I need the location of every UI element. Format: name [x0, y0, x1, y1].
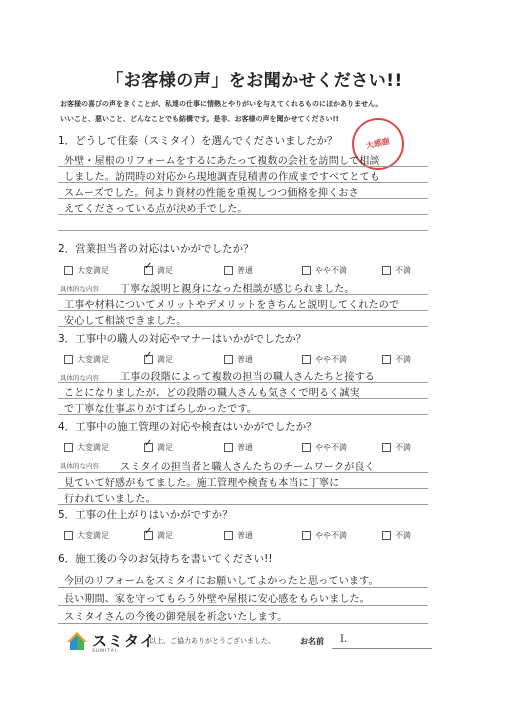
checkbox[interactable] — [302, 266, 311, 275]
name-value: I． — [340, 634, 354, 645]
answer-rule — [58, 623, 428, 624]
question-3-options — [64, 354, 434, 368]
question-2-answer-line-1: 丁寧な説明と親身になった相談が感じられました。 — [120, 284, 355, 295]
answer-rule — [58, 230, 428, 231]
detail-label: 具体的な内容 — [60, 285, 99, 293]
option-satisfied[interactable]: ✓ 満足 — [144, 354, 173, 365]
option-neutral[interactable]: 普通 — [224, 354, 253, 365]
sumitai-logo — [66, 630, 156, 651]
name-underline — [332, 648, 432, 649]
question-5-label: 5．工事の仕上がりはいかがですか？ — [58, 509, 233, 521]
answer-rule — [58, 382, 428, 383]
answer-rule — [58, 414, 428, 415]
page-title: 「お客様の声」をお聞かせください!! — [106, 71, 403, 91]
answer-rule — [58, 587, 428, 588]
checkbox[interactable] — [64, 266, 73, 275]
question-5-options — [64, 530, 434, 544]
answer-rule — [58, 310, 428, 311]
question-3-answer-line-2: ことになりましたが、どの段階の職人さんも気さくで明るく誠実 — [64, 388, 360, 399]
option-somewhat-dissatisfied[interactable]: やや不満 — [302, 354, 347, 365]
checkbox[interactable] — [224, 266, 233, 275]
intro-line-1: お客様の喜びの声をきくことが、私達の仕事に情熱とやりがいを与えてくれるものにほかありません。 — [60, 100, 383, 108]
question-6-answer-line-1: 今回のリフォームをスミタイにお願いしてよかったと思っています。 — [64, 576, 379, 587]
checkbox-checked[interactable] — [144, 531, 153, 540]
answer-rule — [58, 472, 428, 473]
checkbox[interactable] — [382, 266, 391, 275]
question-3-answer-line-3: で丁寧な仕事ぶりがすばらしかったです。 — [64, 404, 257, 415]
answer-rule — [58, 326, 428, 327]
detail-label: 具体的な内容 — [60, 462, 99, 470]
answer-rule — [58, 605, 428, 606]
question-1-answer-line-2: しました。訪問時の対応から現地調査見積書の作成まですべてとても — [64, 172, 380, 183]
question-2-options — [64, 265, 434, 279]
checkbox[interactable] — [302, 355, 311, 364]
checkbox[interactable] — [64, 531, 73, 540]
checkbox[interactable] — [64, 355, 73, 364]
question-6-answer-line-2: 長い期間、家を守ってもらう外壁や屋根に安心感をもらいました。 — [64, 594, 370, 605]
option-very-satisfied[interactable]: 大変満足 — [64, 442, 109, 453]
option-very-satisfied[interactable]: 大変満足 — [64, 354, 109, 365]
question-2-answer-line-2: 工事や材料についてメリットやデメリットをきちんと説明してくれたので — [64, 300, 400, 311]
question-4-options — [64, 442, 434, 456]
thanks-message: 以上、ご協力ありがとうございました。 — [149, 637, 275, 645]
question-4-label: 4．工事中の施工管理の対応や検査はいかがでしたか？ — [58, 421, 317, 433]
intro-line-2: いいこと、悪いこと、どんなことでも結構です。是非、お客様の声を聞かせてください!! — [60, 115, 339, 123]
checkbox[interactable] — [382, 355, 391, 364]
answer-rule — [58, 214, 428, 215]
question-1-label: 1．どうして住泰（スミタイ）を選んでくださいましたか？ — [58, 135, 338, 147]
option-very-satisfied[interactable]: 大変満足 — [64, 265, 109, 276]
question-2-answer-line-3: 安心して相談できました。 — [64, 316, 187, 327]
option-dissatisfied[interactable]: 不満 — [382, 530, 411, 541]
checkbox[interactable] — [224, 355, 233, 364]
option-neutral[interactable]: 普通 — [224, 442, 253, 453]
logo-subtext: SUMITAI — [92, 649, 118, 654]
option-somewhat-dissatisfied[interactable]: やや不満 — [302, 442, 347, 453]
checkbox-checked[interactable] — [144, 355, 153, 364]
logo-text: スミタイ — [92, 632, 156, 650]
option-neutral[interactable]: 普通 — [224, 530, 253, 541]
question-4-answer-line-1: スミタイの担当者と職人さんたちのチームワークが良く — [120, 462, 375, 473]
option-satisfied[interactable]: ✓ 満足 — [144, 442, 173, 453]
checkbox[interactable] — [302, 443, 311, 452]
option-very-satisfied[interactable]: 大変満足 — [64, 530, 109, 541]
answer-rule — [58, 166, 428, 167]
answer-rule — [58, 198, 428, 199]
answer-rule — [58, 182, 428, 183]
answer-rule — [58, 398, 428, 399]
option-neutral[interactable]: 普通 — [224, 265, 253, 276]
option-somewhat-dissatisfied[interactable]: やや不満 — [302, 530, 347, 541]
question-4-answer-line-2: 見ていて好感がもてました。施工管理や検査も本当に丁寧に — [64, 478, 340, 489]
checkbox[interactable] — [302, 531, 311, 540]
checkbox[interactable] — [382, 531, 391, 540]
answer-rule — [58, 504, 428, 505]
answer-rule — [58, 488, 428, 489]
option-satisfied[interactable]: ✓ 満足 — [144, 265, 173, 276]
thanks-stamp: 大感謝 — [347, 113, 409, 175]
question-3-label: 3．工事中の職人の対応やマナーはいかがでしたか？ — [58, 333, 307, 345]
checkbox-checked[interactable] — [144, 266, 153, 275]
question-4-answer-line-3: 行われていました。 — [64, 494, 156, 505]
checkbox[interactable] — [382, 443, 391, 452]
detail-label: 具体的な内容 — [60, 374, 99, 382]
option-dissatisfied[interactable]: 不満 — [382, 265, 411, 276]
question-6-answer-line-3: スミタイさんの今後の御発展を祈念いたします。 — [64, 612, 288, 623]
checkbox[interactable] — [224, 443, 233, 452]
house-logo-icon — [66, 631, 88, 651]
question-2-label: 2．営業担当者の対応はいかがでしたか？ — [58, 243, 254, 255]
answer-rule — [58, 294, 428, 295]
question-6-label: 6．施工後の今のお気持ちを書いてください!! — [58, 553, 273, 565]
checkbox-checked[interactable] — [144, 443, 153, 452]
name-label: お名前 — [300, 637, 324, 646]
option-dissatisfied[interactable]: 不満 — [382, 354, 411, 365]
option-somewhat-dissatisfied[interactable]: やや不満 — [302, 265, 347, 276]
question-3-answer-line-1: 工事の段階によって複数の担当の職人さんたちと接する — [120, 372, 375, 383]
option-satisfied[interactable]: ✓ 満足 — [144, 530, 173, 541]
question-1-answer-line-3: スムーズでした。何より資材の性能を重視しつつ価格を抑くおさ — [64, 188, 359, 199]
option-dissatisfied[interactable]: 不満 — [382, 442, 411, 453]
checkbox[interactable] — [64, 443, 73, 452]
checkbox[interactable] — [224, 531, 233, 540]
question-1-answer-line-4: えてくださっている点が決め手でした。 — [64, 204, 248, 215]
question-1-answer-line-1: 外壁・屋根のリフォームをするにあたって複数の会社を訪問して相談 — [64, 156, 380, 167]
